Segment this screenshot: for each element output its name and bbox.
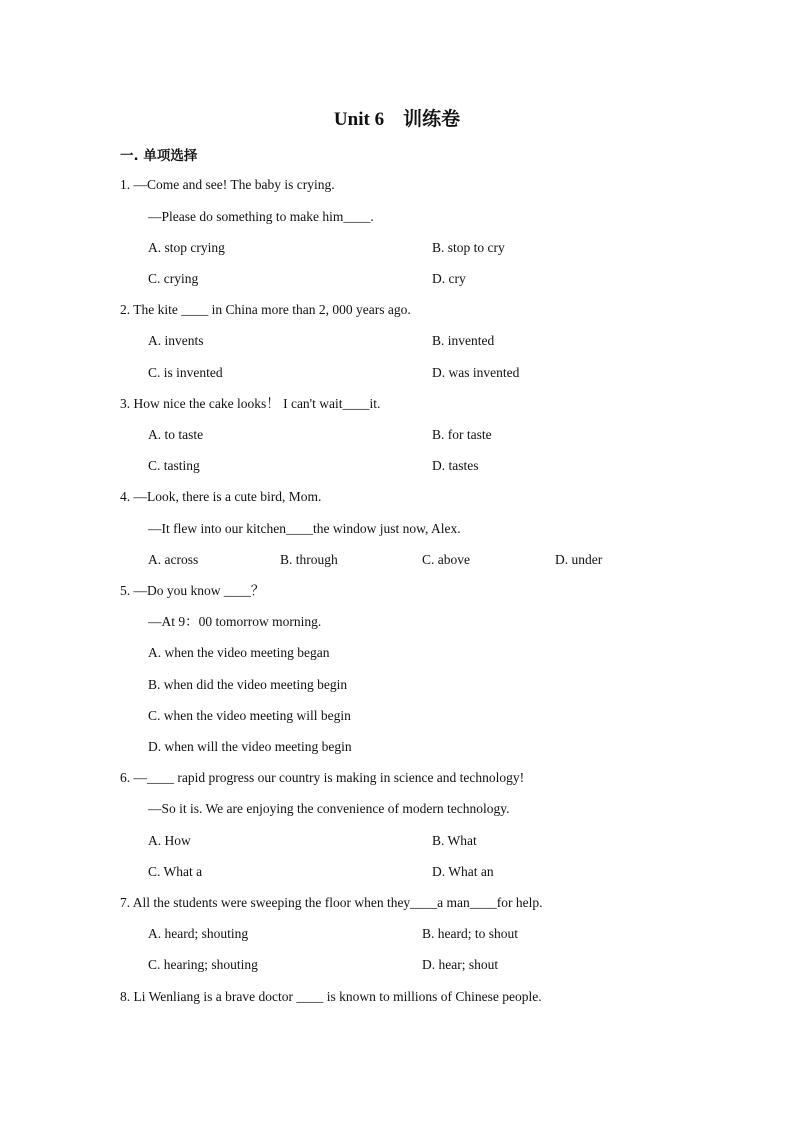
question-1-option-d: D. cry (432, 271, 466, 286)
question-4-reply: —It flew into our kitchen____the window just now, Alex. (148, 521, 461, 536)
question-3-option-d: D. tastes (432, 458, 479, 473)
question-3-option-a: A. to taste (148, 427, 204, 442)
question-4-option-d: D. under (555, 552, 603, 567)
question-4-stem: 4. —Look, there is a cute bird, Mom. (120, 489, 322, 504)
question-3-stem: 3. How nice the cake looks！ I can't wait____it. (120, 396, 381, 411)
question-7-option-d: D. hear; shout (422, 957, 499, 972)
question-2-option-c: C. is invented (148, 365, 223, 380)
question-8-stem: 8. Li Wenliang is a brave doctor ____ is known to millions of Chinese people. (120, 989, 542, 1004)
question-5-option-d: D. when will the video meeting begin (148, 739, 352, 754)
question-5-stem: 5. —Do you know ____？ (120, 583, 265, 598)
question-5-option-b: B. when did the video meeting begin (148, 677, 348, 692)
question-5-option-a: A. when the video meeting began (148, 645, 330, 660)
question-6-option-b: B. What (432, 833, 477, 848)
question-5-reply: —At 9：00 tomorrow morning. (148, 614, 322, 629)
question-7-stem: 7. All the students were sweeping the floor when they____a man____for help. (120, 895, 543, 910)
page-title: Unit 6 训练卷 (333, 109, 461, 130)
question-7-option-b: B. heard; to shout (422, 926, 518, 941)
question-1-option-b: B. stop to cry (432, 240, 505, 255)
question-3-option-c: C. tasting (148, 458, 200, 473)
question-4-option-c: C. above (422, 552, 470, 567)
question-7-option-a: A. heard; shouting (148, 926, 249, 941)
question-1-option-a: A. stop crying (148, 240, 225, 255)
question-6-stem: 6. —____ rapid progress our country is making in science and technology! (120, 770, 525, 785)
question-2-option-b: B. invented (432, 333, 495, 348)
question-2-option-d: D. was invented (432, 365, 520, 380)
question-3-option-b: B. for taste (432, 427, 492, 442)
question-1-stem: 1. —Come and see! The baby is crying. (120, 177, 335, 192)
question-4-option-b: B. through (280, 552, 338, 567)
question-6-option-c: C. What a (148, 864, 203, 879)
question-7-option-c: C. hearing; shouting (148, 957, 258, 972)
question-4-option-a: A. across (148, 552, 199, 567)
question-6-option-d: D. What an (432, 864, 494, 879)
question-1-option-c: C. crying (148, 271, 199, 286)
question-2-stem: 2. The kite ____ in China more than 2, 000 years ago. (120, 302, 411, 317)
question-1-reply: —Please do something to make him____. (148, 209, 374, 224)
question-6-option-a: A. How (148, 833, 191, 848)
question-2-option-a: A. invents (148, 333, 204, 348)
question-6-reply: —So it is. We are enjoying the convenience of modern technology. (148, 801, 510, 816)
section-heading: 一. 单项选择 (120, 148, 198, 164)
question-5-option-c: C. when the video meeting will begin (148, 708, 351, 723)
